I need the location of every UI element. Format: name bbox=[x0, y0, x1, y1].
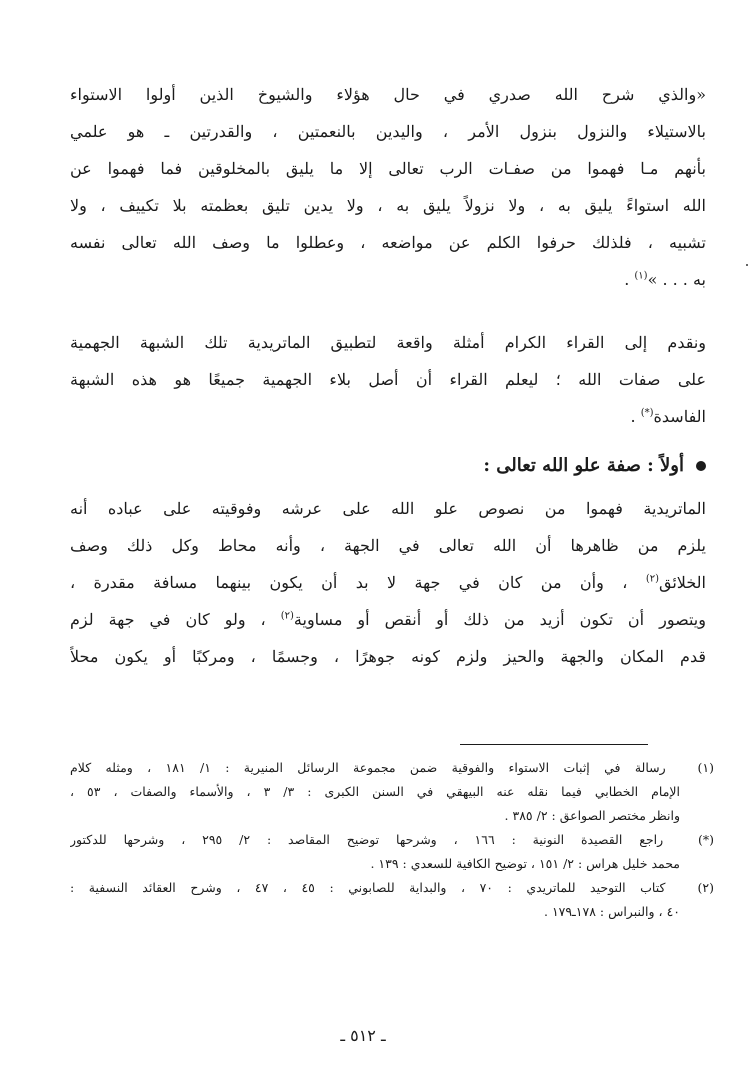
footnotes-section bbox=[70, 756, 714, 924]
text-fragment: الخلائق bbox=[659, 573, 706, 592]
footnote-ref[interactable]: (٢) bbox=[280, 610, 294, 622]
text-line bbox=[70, 398, 706, 435]
text-line: تشبيه ، فلذلك حرفوا الكلم عن مواضعه ، وعطلوا ما وصف الله تعالى نفسه bbox=[70, 233, 706, 252]
text-line bbox=[70, 261, 706, 298]
text-line: الماتريدية فهموا من نصوص علو الله على عرشه وفوقيته على عباده أنه bbox=[70, 499, 706, 518]
footnote-line: وانظر مختصر الصواعق : ٢/ ٣٨٥ . bbox=[504, 808, 680, 823]
footnote-line: الإمام الخطابي فيما نقله عنه البيهقي في السنن الكبرى : ٣/ ٣ ، والأسماء والصفات ، ٥٣ ، bbox=[70, 784, 680, 799]
text-line: «والذي شرح الله صدري في حال هؤلاء والشيوخ الذين أولوا الاستواء bbox=[70, 85, 706, 104]
text-line: ونقدم إلى القراء الكرام أمثلة واقعة لتطبيق الماتريدية تلك الشبهة الجهمية bbox=[70, 333, 706, 352]
text-line: بأنهم مـا فهموا من صفـات الرب تعالى إلا ما يليق بالمخلوقين فما فهموا عن bbox=[70, 159, 706, 178]
footnote-line: محمد خليل هراس : ٢/ ١٥١ ، توضيح الكافية للسعدي : ١٣٩ . bbox=[370, 856, 680, 871]
footnote-marker: (١) bbox=[697, 760, 714, 775]
footnote-text: كتاب التوحيد للماتريدي : ٧٠ ، والبداية للصابوني : ٤٥ ، ٤٧ ، وشرح العقائد النسفية : bbox=[70, 880, 666, 895]
footnote-ref[interactable]: (١) bbox=[634, 270, 648, 282]
footnote-line bbox=[70, 828, 714, 852]
page-number: ـ ٥١٢ ـ bbox=[340, 1026, 386, 1045]
bullet-icon bbox=[696, 461, 706, 471]
text-fragment: . bbox=[624, 270, 635, 289]
text-fragment: . bbox=[630, 407, 641, 426]
footnote-ref[interactable]: (٢) bbox=[645, 573, 659, 585]
section-heading-label: أولاً : صفة علو الله تعالى : bbox=[483, 455, 684, 476]
text-line: الله استواءً يليق به ، ولا نزولاً يليق به ، ولا يدين تليق بعظمته بلا تكييف ، ولا bbox=[70, 196, 706, 215]
text-line: على صفات الله ؛ ليعلم القراء أن أصل بلاء الجهمية جميعًا هو هذه الشبهة bbox=[70, 370, 706, 389]
footnote-text: رسالة في إثبات الاستواء والفوقية ضمن مجموعة الرسائل المنيرية : ١/ ١٨١ ، ومثله كلام bbox=[70, 760, 666, 775]
body-paragraph bbox=[70, 490, 706, 675]
text-line: يلزم من ظاهرها أن الله تعالى في الجهة ، وأنه محاط وكل ذلك وصف bbox=[70, 536, 706, 555]
text-fragment: ، ولو كان في جهة لزم bbox=[70, 610, 281, 629]
quoted-passage bbox=[70, 76, 706, 298]
text-line bbox=[70, 564, 706, 601]
footnote-line bbox=[70, 756, 714, 780]
text-fragment: ويتصور أن تكون أزيد من ذلك أو أنقص أو مساوية bbox=[293, 610, 706, 629]
footnote-line: ٤٠ ، والنبراس : ١٧٨ـ١٧٩ . bbox=[543, 904, 680, 919]
text-fragment: الفاسدة bbox=[653, 407, 706, 426]
scan-speck bbox=[746, 264, 748, 266]
footnote-ref[interactable]: (*) bbox=[640, 407, 654, 419]
text-line bbox=[70, 601, 706, 638]
footnote-marker: (٢) bbox=[697, 880, 714, 895]
intro-paragraph bbox=[70, 324, 706, 435]
footnote-line bbox=[70, 876, 714, 900]
text-line: بالاستيلاء والنزول بنزول الأمر ، واليدين بالنعمتين ، والقدرتين ـ هو علمي bbox=[70, 122, 706, 141]
footnote-marker: (*) bbox=[697, 832, 714, 847]
text-fragment: به . . . » bbox=[647, 270, 706, 289]
text-fragment: ، وأن من كان في جهة لا بد أن يكون بينهما مسافة مقدرة ، bbox=[70, 573, 646, 592]
text-line: قدم المكان والجهة والحيز ولزم كونه جوهرًا ، وجسمًا ، ومركبًا أو يكون محلاً bbox=[70, 647, 706, 666]
footnote-text: راجع القصيدة النونية : ١٦٦ ، وشرحها توضيح المقاصد : ٢/ ٢٩٥ ، وشرحها للدكتور bbox=[70, 832, 664, 847]
footnote-divider bbox=[460, 744, 648, 745]
section-heading bbox=[50, 448, 706, 484]
